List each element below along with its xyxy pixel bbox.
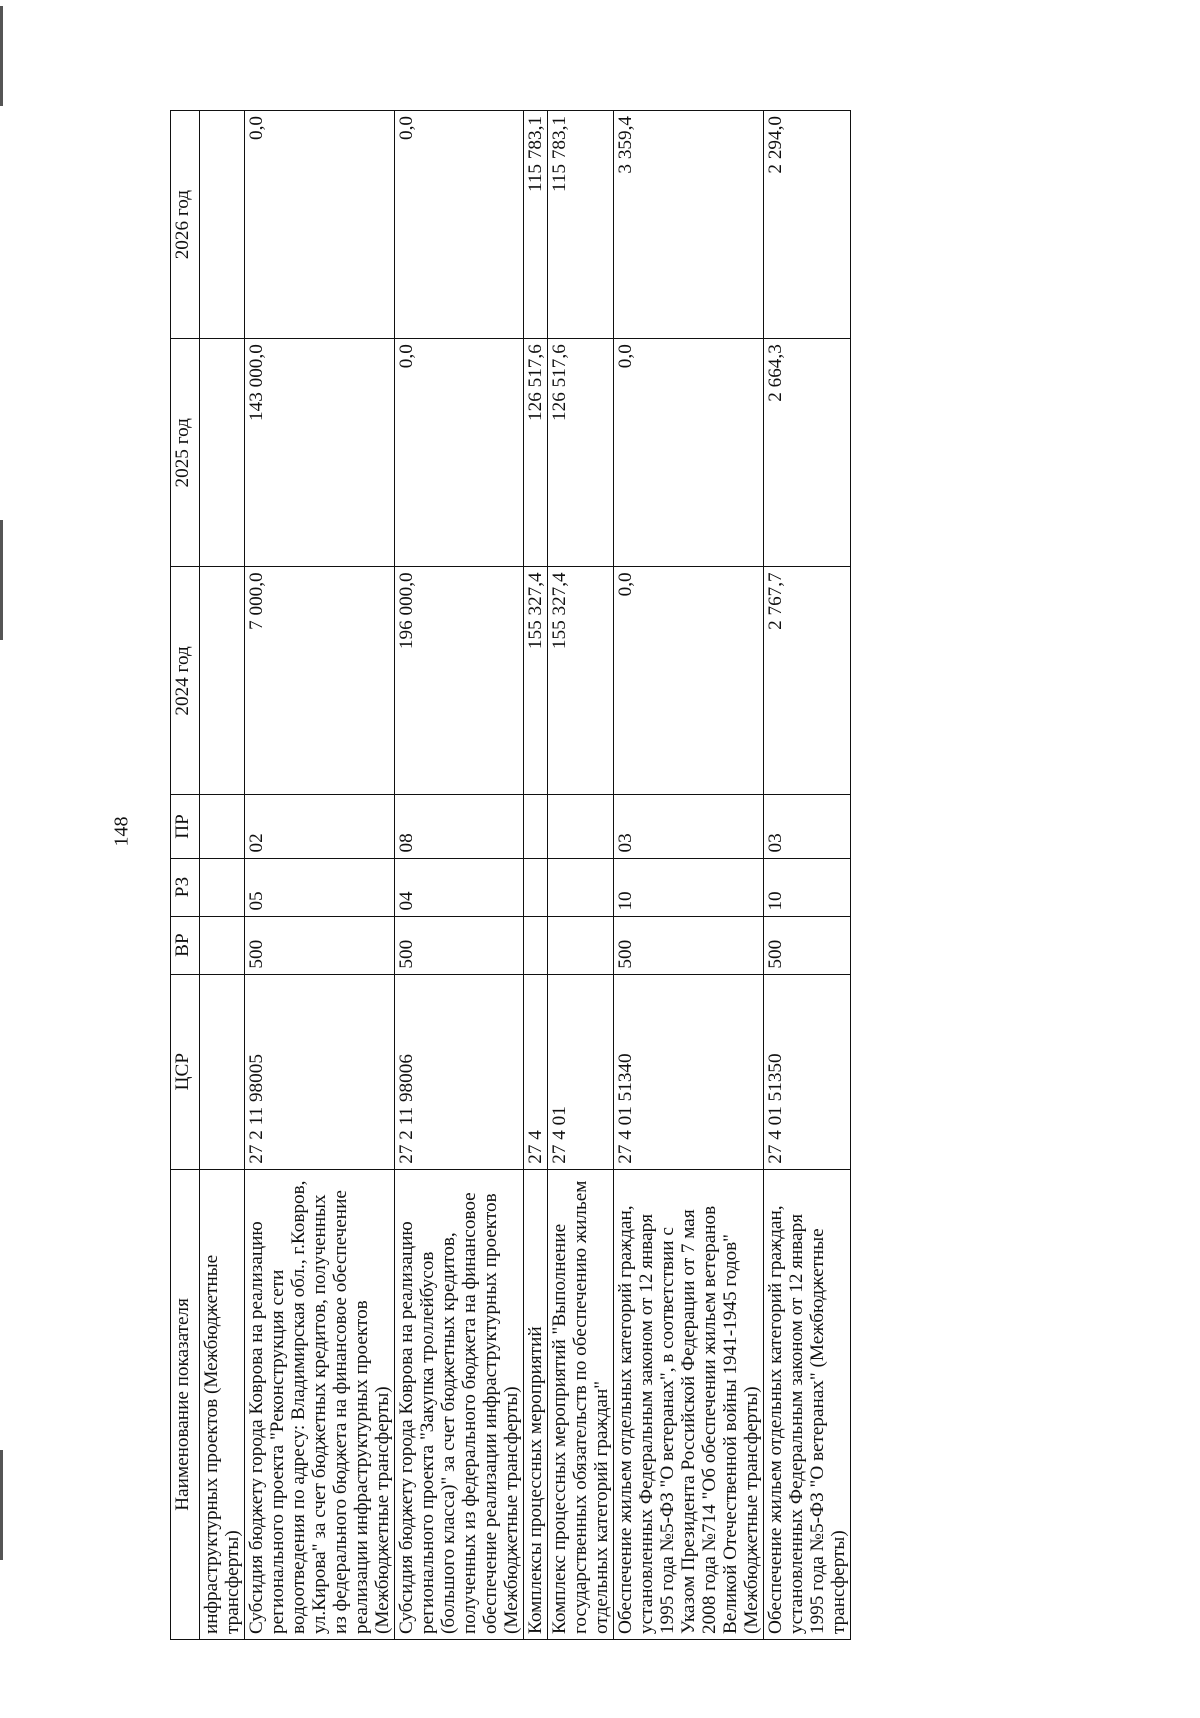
row-vr: 500: [764, 916, 851, 974]
table-row: [614, 111, 764, 1640]
row-name: инфраструктурных проектов (Межбюджетные трансферты): [200, 1169, 245, 1639]
row-2025: 2 664,3: [764, 339, 851, 567]
row-pr: 08: [395, 795, 524, 858]
row-pr: 03: [764, 795, 851, 858]
row-rz: [548, 858, 614, 916]
row-csr: [200, 974, 245, 1169]
row-2024: 196 000,0: [395, 567, 524, 795]
row-name: Обеспечение жильем отдельных категорий граждан, установленных Федеральным законом от 12 января 1995 года №5-ФЗ "О ветеранах", в соответствии с Указом Президента Российской Федерации от 7 мая 2008 года №714 "Об обеспечении жильем ветеранов Великой Отечественной войны 1941-1945 годов" (Межбюджетные трансферты): [614, 1169, 764, 1639]
row-rz: 05: [245, 858, 395, 916]
scan-edge-mark: [0, 1450, 3, 1560]
row-2025: 0,0: [395, 339, 524, 567]
row-name: Комплексы процессных мероприятий: [524, 1169, 548, 1639]
row-2024: 7 000,0: [245, 567, 395, 795]
row-csr: 27 2 11 98006: [395, 974, 524, 1169]
header-csr: ЦСР: [171, 974, 200, 1169]
table-row: [764, 111, 851, 1640]
rotated-table-container: [170, 110, 1070, 1640]
header-name: Наименование показателя: [171, 1169, 200, 1639]
table-header-row: [171, 111, 200, 1640]
row-name: Субсидия бюджету города Коврова на реализацию регионального проекта "Реконструкция сети водоотведения по адресу: Владимирская обл., г.Ковров, ул.Кирова" за счет бюджетных кредитов, полученных из федерального бюджета на финансовое обеспечение реализации инфраструктурных проектов (Межбюджетные трансферты): [245, 1169, 395, 1639]
row-2026: 0,0: [245, 111, 395, 339]
row-name: Субсидия бюджету города Коврова на реализацию регионального проекта "Закупка троллейбусов (большого класса)" за счет бюджетных кредитов, полученных из федерального бюджета на финансовое обеспечение реализации инфраструктурных проектов (Межбюджетные трансферты): [395, 1169, 524, 1639]
scan-edge-mark: [0, 520, 3, 640]
row-vr: 500: [395, 916, 524, 974]
row-2026: 115 783,1: [524, 111, 548, 339]
header-vr: ВР: [171, 916, 200, 974]
row-pr: [200, 795, 245, 858]
row-2025: 126 517,6: [548, 339, 614, 567]
row-csr: 27 4 01 51350: [764, 974, 851, 1169]
table-row: [245, 111, 395, 1640]
header-2025: 2025 год: [171, 339, 200, 567]
row-csr: 27 4 01: [548, 974, 614, 1169]
row-2024: 0,0: [614, 567, 764, 795]
row-2025: [200, 339, 245, 567]
row-2025: 143 000,0: [245, 339, 395, 567]
row-rz: [200, 858, 245, 916]
row-pr: [548, 795, 614, 858]
scan-edge-mark: [0, 6, 3, 106]
page-number: 148: [110, 816, 133, 847]
header-2024: 2024 год: [171, 567, 200, 795]
row-2024: 155 327,4: [524, 567, 548, 795]
row-2025: 126 517,6: [524, 339, 548, 567]
row-2026: [200, 111, 245, 339]
row-name: Комплекс процессных мероприятий "Выполнение государственных обязательств по обеспечению жильем отдельных категорий граждан": [548, 1169, 614, 1639]
header-2026: 2026 год: [171, 111, 200, 339]
table-row: [200, 111, 245, 1640]
table-row: [548, 111, 614, 1640]
row-2026: 0,0: [395, 111, 524, 339]
table-row: [395, 111, 524, 1640]
row-rz: 04: [395, 858, 524, 916]
header-pr: ПР: [171, 795, 200, 858]
row-2025: 0,0: [614, 339, 764, 567]
row-csr: 27 4 01 51340: [614, 974, 764, 1169]
row-vr: [200, 916, 245, 974]
row-rz: [524, 858, 548, 916]
row-vr: [524, 916, 548, 974]
row-vr: 500: [245, 916, 395, 974]
row-2026: 115 783,1: [548, 111, 614, 339]
row-csr: 27 4: [524, 974, 548, 1169]
row-pr: [524, 795, 548, 858]
header-rz: РЗ: [171, 858, 200, 916]
table-row: [524, 111, 548, 1640]
row-2024: 2 767,7: [764, 567, 851, 795]
row-vr: [548, 916, 614, 974]
row-rz: 10: [764, 858, 851, 916]
row-csr: 27 2 11 98005: [245, 974, 395, 1169]
row-2026: 2 294,0: [764, 111, 851, 339]
row-pr: 02: [245, 795, 395, 858]
row-vr: 500: [614, 916, 764, 974]
row-rz: 10: [614, 858, 764, 916]
budget-table: [170, 110, 851, 1640]
row-pr: 03: [614, 795, 764, 858]
row-2026: 3 359,4: [614, 111, 764, 339]
row-name: Обеспечение жильем отдельных категорий граждан, установленных Федеральным законом от 12 января 1995 года №5-ФЗ "О ветеранах" (Межбюджетные трансферты): [764, 1169, 851, 1639]
row-2024: 155 327,4: [548, 567, 614, 795]
row-2024: [200, 567, 245, 795]
